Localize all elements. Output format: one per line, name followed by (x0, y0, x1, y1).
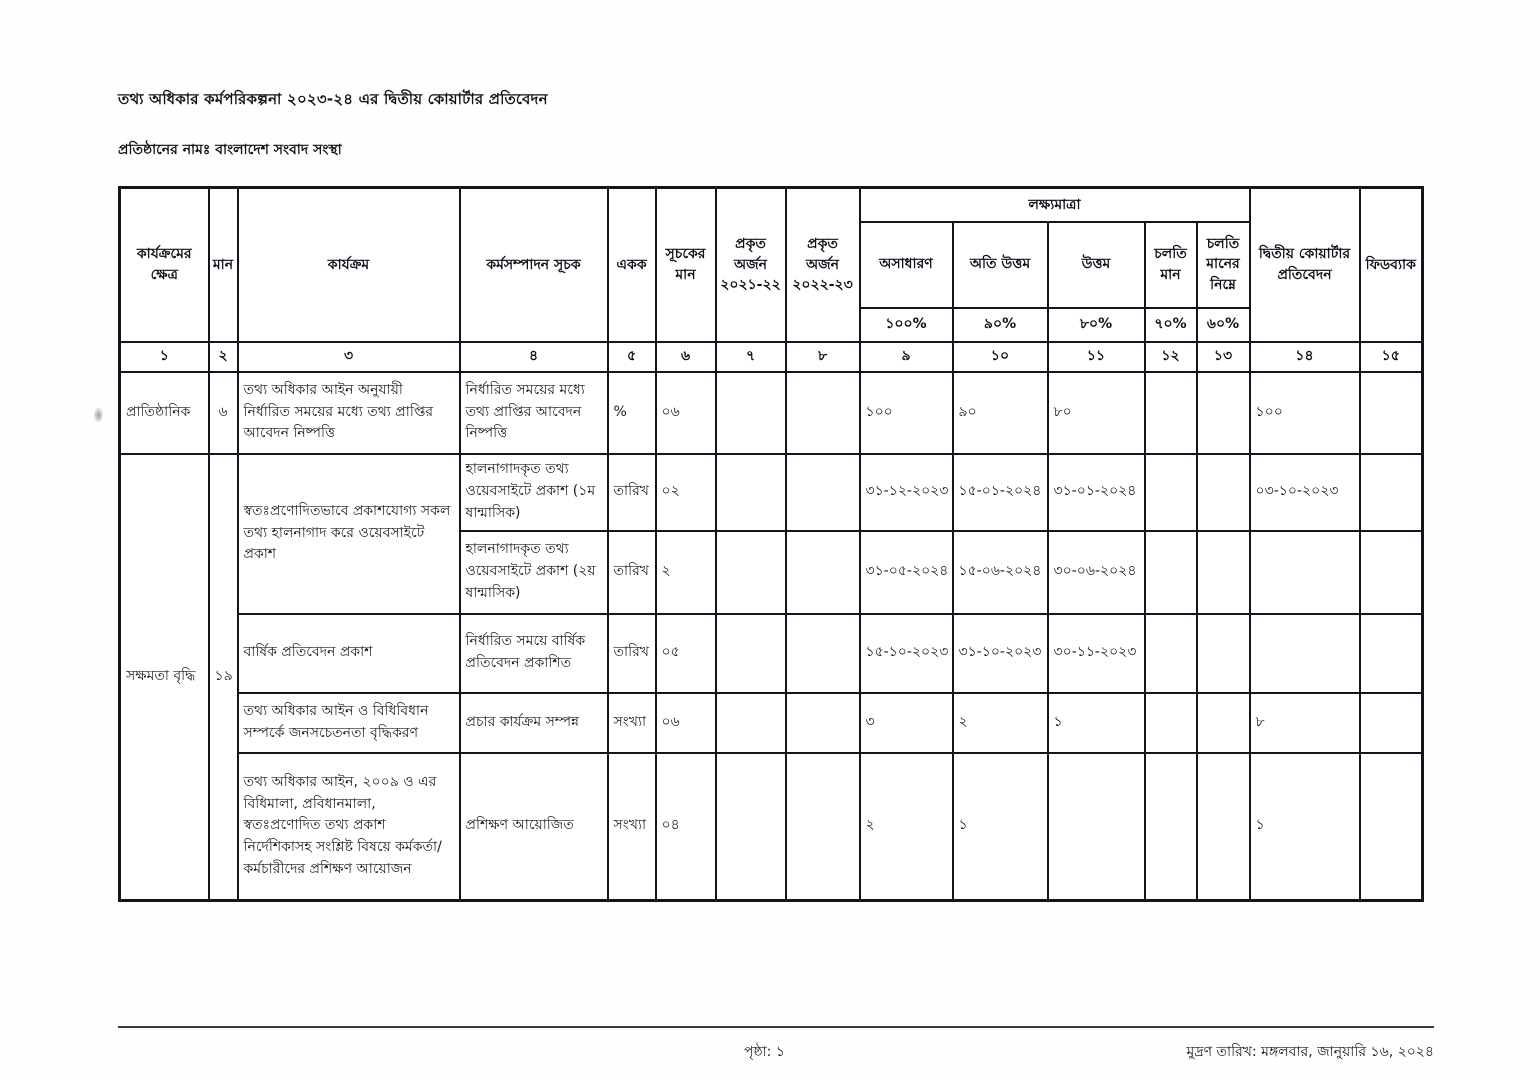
header-row (120, 342, 1423, 372)
table-row (120, 454, 1423, 531)
table-cell (1360, 753, 1423, 901)
header-cell: ১১ (1048, 342, 1145, 372)
table-cell: ৩১-১২-২০২৩ (860, 454, 953, 531)
table-cell: ১৫-০৬-২০২৪ (953, 531, 1048, 614)
table-cell (1250, 614, 1360, 693)
table-cell (786, 454, 860, 531)
report-table-container (118, 186, 1421, 902)
header-cell: ৬ (656, 342, 716, 372)
table-cell: ১ (953, 753, 1048, 901)
table-cell: সংখ্যা (608, 753, 656, 901)
table-cell (786, 693, 860, 753)
table-cell: প্রাতিষ্ঠানিক (120, 372, 209, 454)
header-cell: ৮০% (1048, 308, 1145, 342)
header-cell: ৭০% (1145, 308, 1197, 342)
header-cell: ১৫ (1360, 342, 1423, 372)
table-cell: ৩ (860, 693, 953, 753)
header-cell: মান (209, 188, 238, 342)
table-cell (1145, 372, 1197, 454)
table-cell (1197, 372, 1250, 454)
header-cell: ৯০% (953, 308, 1048, 342)
table-cell (1360, 454, 1423, 531)
table-cell (786, 753, 860, 901)
header-cell: প্রকৃত অর্জন ২০২২-২৩ (786, 188, 860, 342)
table-header (120, 188, 1423, 372)
header-cell: দ্বিতীয় কোয়ার্টার প্রতিবেদন (1250, 188, 1360, 342)
table-cell: ৩১-১০-২০২৩ (953, 614, 1048, 693)
table-row (120, 372, 1423, 454)
table-cell: ১ (1250, 753, 1360, 901)
footer-divider (118, 1026, 1434, 1028)
table-cell: নির্ধারিত সময়ে বার্ষিক প্রতিবেদন প্রকাশিত (460, 614, 608, 693)
table-cell: ১৯ (209, 454, 238, 901)
table-cell (1197, 454, 1250, 531)
table-cell (716, 753, 786, 901)
table-cell (1145, 614, 1197, 693)
table-cell (1145, 693, 1197, 753)
table-row (120, 753, 1423, 901)
table-cell: ৩১-০৫-২০২৪ (860, 531, 953, 614)
header-cell: ১৪ (1250, 342, 1360, 372)
ink-speck (94, 408, 103, 422)
table-cell: স্বতঃপ্রণোদিতভাবে প্রকাশযোগ্য সকল তথ্য হালনাগাদ করে ওয়েবসাইটে প্রকাশ (238, 454, 460, 614)
table-cell (1250, 531, 1360, 614)
table-cell (716, 372, 786, 454)
table-cell: প্রচার কার্যক্রম সম্পন্ন (460, 693, 608, 753)
header-cell: ৮ (786, 342, 860, 372)
table-cell (786, 531, 860, 614)
footer-print-date: মুদ্রণ তারিখ: মঙ্গলবার, জানুয়ারি ১৬, ২০২৪ (1186, 1044, 1434, 1060)
table-cell (1145, 454, 1197, 531)
header-row (120, 188, 1423, 222)
header-cell: প্রকৃত অর্জন ২০২১-২২ (716, 188, 786, 342)
table-cell (1048, 753, 1145, 901)
header-cell: চলতি মান (1145, 222, 1197, 308)
header-cell: ১৩ (1197, 342, 1250, 372)
header-cell: ফিডব্যাক (1360, 188, 1423, 342)
table-cell (1360, 372, 1423, 454)
header-cell: অতি উত্তম (953, 222, 1048, 308)
table-cell: ৩১-০১-২০২৪ (1048, 454, 1145, 531)
table-body (120, 372, 1423, 901)
table-cell: তথ্য অধিকার আইন অনুযায়ী নির্ধারিত সময়ের মধ্যে তথ্য প্রাপ্তির আবেদন নিষ্পত্তি (238, 372, 460, 454)
header-cell: ৭ (716, 342, 786, 372)
table-cell (716, 693, 786, 753)
table-cell (786, 372, 860, 454)
header-cell: একক (608, 188, 656, 342)
table-cell (1197, 614, 1250, 693)
table-row (120, 614, 1423, 693)
header-cell: ২ (209, 342, 238, 372)
table-cell (716, 531, 786, 614)
table-cell: ০৬ (656, 693, 716, 753)
header-cell: ৪ (460, 342, 608, 372)
table-cell: হালনাগাদকৃত তথ্য ওয়েবসাইটে প্রকাশ (২য় ষান্মাসিক) (460, 531, 608, 614)
header-cell: ৩ (238, 342, 460, 372)
table-cell (1197, 753, 1250, 901)
table-cell (1197, 531, 1250, 614)
header-cell: ১০ (953, 342, 1048, 372)
header-cell: সূচকের মান (656, 188, 716, 342)
table-cell: ২ (656, 531, 716, 614)
table-cell (1145, 531, 1197, 614)
table-cell: তথ্য অধিকার আইন ও বিধিবিধান সম্পর্কে জনসচেতনতা বৃদ্ধিকরণ (238, 693, 460, 753)
header-cell: লক্ষ্যমাত্রা (860, 188, 1250, 222)
report-table (118, 186, 1424, 902)
table-cell: ১৫-০১-২০২৪ (953, 454, 1048, 531)
table-cell: ০৩-১০-২০২৩ (1250, 454, 1360, 531)
header-cell: উত্তম (1048, 222, 1145, 308)
header-cell: কার্যক্রমের ক্ষেত্র (120, 188, 209, 342)
header-cell: ৯ (860, 342, 953, 372)
table-cell: ৮ (1250, 693, 1360, 753)
table-cell: ১৫-১০-২০২৩ (860, 614, 953, 693)
header-cell: ৬০% (1197, 308, 1250, 342)
table-cell (1197, 693, 1250, 753)
table-cell (1360, 614, 1423, 693)
table-cell (716, 454, 786, 531)
table-row (120, 693, 1423, 753)
table-cell (1360, 693, 1423, 753)
table-cell: হালনাগাদকৃত তথ্য ওয়েবসাইটে প্রকাশ (১ম ষান্মাসিক) (460, 454, 608, 531)
table-cell: সংখ্যা (608, 693, 656, 753)
table-cell: ১ (1048, 693, 1145, 753)
table-cell (716, 614, 786, 693)
table-cell: ৮০ (1048, 372, 1145, 454)
table-cell: ০২ (656, 454, 716, 531)
table-cell: ২ (860, 753, 953, 901)
table-cell: ৩০-০৬-২০২৪ (1048, 531, 1145, 614)
header-cell: ১২ (1145, 342, 1197, 372)
header-cell: ১০০% (860, 308, 953, 342)
page-title: তথ্য অধিকার কর্মপরিকল্পনা ২০২৩-২৪ এর দ্বিতীয় কোয়ার্টার প্রতিবেদন (118, 90, 548, 108)
table-cell: তারিখ (608, 614, 656, 693)
table-cell: ৬ (209, 372, 238, 454)
table-cell: ০৫ (656, 614, 716, 693)
header-cell: কার্যক্রম (238, 188, 460, 342)
table-cell: তারিখ (608, 454, 656, 531)
table-cell: ১০০ (860, 372, 953, 454)
table-cell: বার্ষিক প্রতিবেদন প্রকাশ (238, 614, 460, 693)
table-cell (786, 614, 860, 693)
table-cell: ০৬ (656, 372, 716, 454)
table-cell: তথ্য অধিকার আইন, ২০০৯ ও এর বিধিমালা, প্রবিধানমালা, স্বতঃপ্রণোদিত তথ্য প্রকাশ নির্দেশিকাসহ সংশ্লিষ্ট বিষয়ে কর্মকর্তা/কর্মচারীদের প্রশিক্ষণ আয়োজন (238, 753, 460, 901)
table-cell: নির্ধারিত সময়ের মধ্যে তথ্য প্রাপ্তির আবেদন নিষ্পত্তি (460, 372, 608, 454)
header-cell: অসাধারণ (860, 222, 953, 308)
table-cell: ১০০ (1250, 372, 1360, 454)
table-cell: সক্ষমতা বৃদ্ধি (120, 454, 209, 901)
table-cell: ৯০ (953, 372, 1048, 454)
table-cell: % (608, 372, 656, 454)
table-cell (1145, 753, 1197, 901)
header-cell: ৫ (608, 342, 656, 372)
table-cell: ২ (953, 693, 1048, 753)
org-name: প্রতিষ্ঠানের নামঃ বাংলাদেশ সংবাদ সংস্থা (118, 142, 342, 158)
footer-page-number: পৃষ্ঠা: ১ (744, 1044, 785, 1060)
table-cell: তারিখ (608, 531, 656, 614)
table-cell: ০৪ (656, 753, 716, 901)
table-cell: প্রশিক্ষণ আয়োজিত (460, 753, 608, 901)
table-cell (1360, 531, 1423, 614)
header-cell: কর্মসম্পাদন সূচক (460, 188, 608, 342)
header-cell: ১ (120, 342, 209, 372)
table-cell: ৩০-১১-২০২৩ (1048, 614, 1145, 693)
header-cell: চলতি মানের নিম্নে (1197, 222, 1250, 308)
